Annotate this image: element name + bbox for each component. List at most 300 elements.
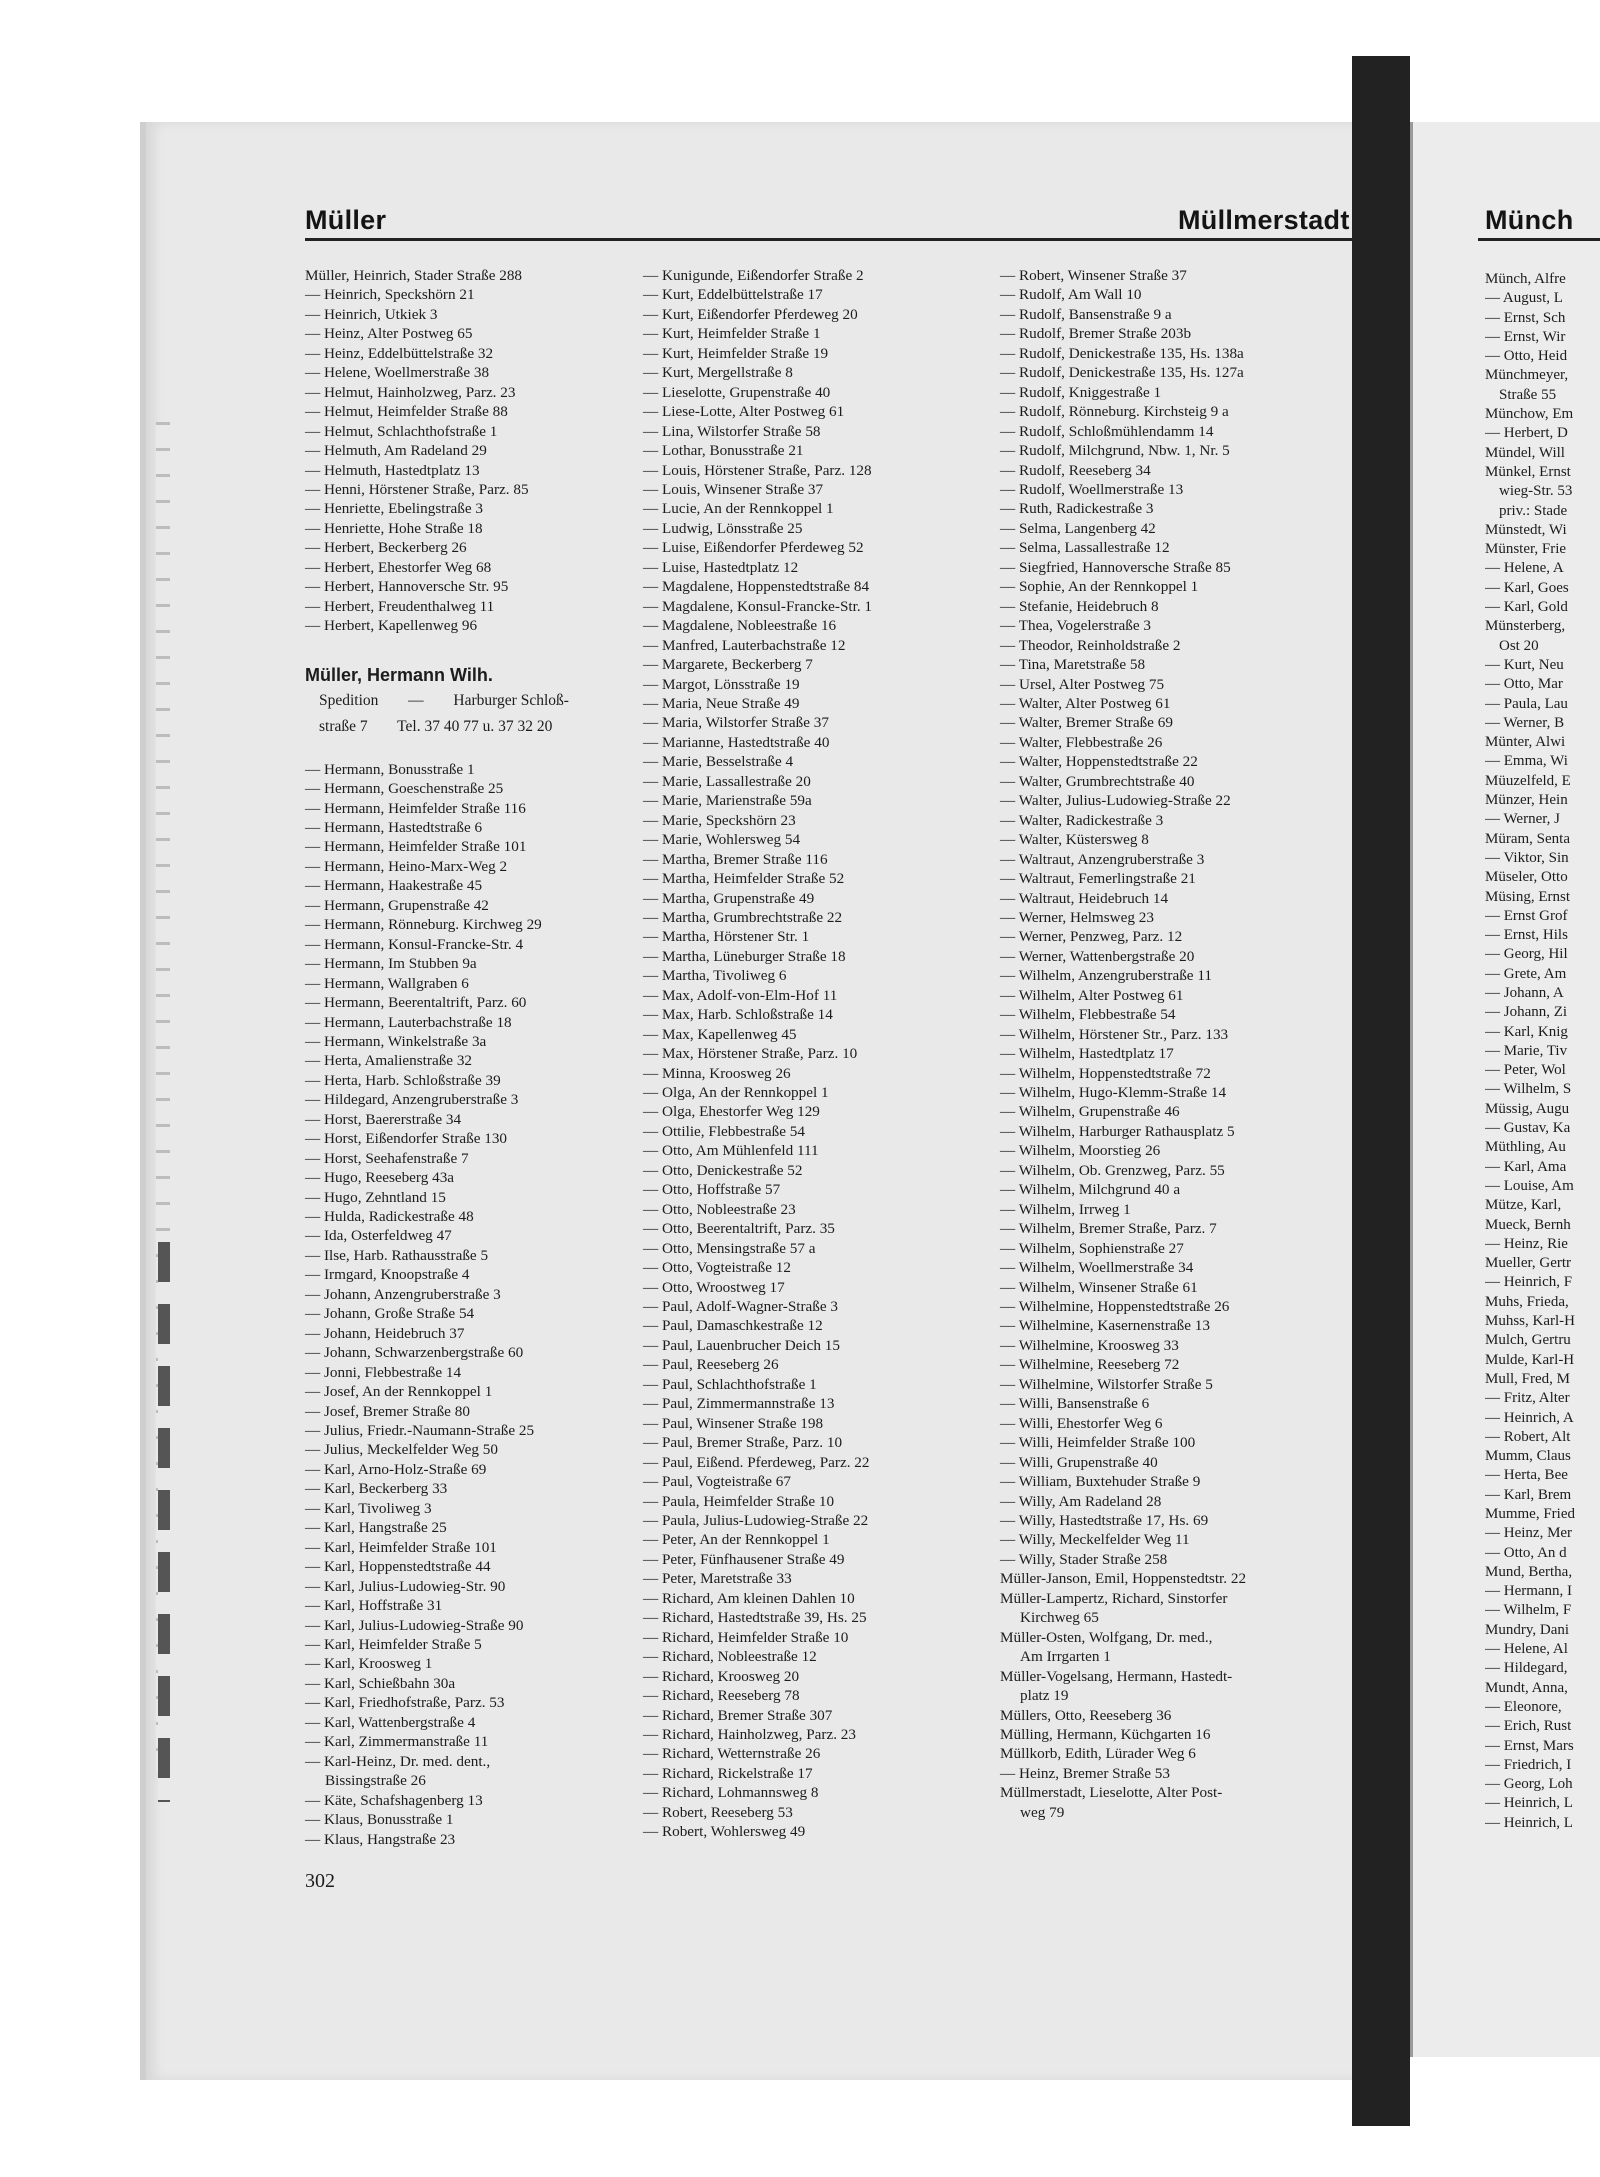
directory-entry: — Karl, Wattenbergstraße 4 [305,1713,476,1731]
directory-entry: — Heinz, Mer [1485,1525,1573,1542]
directory-entry: — Willy, Hastedtstraße 17, Hs. 69 [1000,1512,1209,1529]
directory-entry: — Rudolf, Schloßmühlendamm 14 [1000,422,1214,440]
company-entry-line-1 [305,688,640,714]
directory-entry: — Wilhelmine, Reeseberg 72 [1000,1356,1180,1374]
directory-entry: — Wilhelmine, Kroosweg 33 [1000,1336,1179,1354]
directory-entry: — Robert, Reeseberg 53 [643,1803,793,1821]
directory-entry: — Luise, Eißendorfer Pferdeweg 52 [643,539,864,557]
directory-entry: — Helmut, Heimfelder Straße 88 [305,403,508,421]
directory-entry: — Johann, Zi [1485,1004,1568,1021]
directory-entry: — Hermann, Konsul-Francke-Str. 4 [305,935,524,953]
directory-entry: — Herbert, Kapellenweg 96 [305,617,478,635]
directory-entry: — Karl, Schießbahn 30a [305,1674,456,1692]
directory-entry: — Johann, A [1485,984,1564,1001]
directory-entry: — Liese-Lotte, Alter Postweg 61 [643,403,845,421]
directory-entry: — Otto, Mensingstraße 57 a [643,1239,816,1257]
directory-entry: — Rudolf, Bremer Straße 203b [1000,325,1192,343]
running-head-right: Müllmerstadt [1178,205,1350,235]
directory-entry: — Heinrich, Utkiek 3 [305,305,438,323]
directory-entry: — Hermann, Bonusstraße 1 [305,760,475,778]
directory-entry: — Rudolf, Woellmerstraße 13 [1000,480,1184,498]
directory-entry: — Rudolf, Milchgrund, Nbw. 1, Nr. 5 [1000,442,1230,460]
directory-entry: — Magdalene, Hoppenstedtstraße 84 [643,578,870,596]
directory-entry: — Martha, Bremer Straße 116 [643,850,828,868]
directory-entry: — Hermann, Haakestraße 45 [305,877,483,895]
directory-entry: — Hugo, Reeseberg 43a [305,1169,455,1187]
directory-entry: — Heinz, Eddelbüttelstraße 32 [305,344,494,362]
directory-entry: — Walter, Bremer Straße 69 [1000,714,1173,732]
directory-entry: — Karl, Gold [1485,599,1568,616]
directory-entry: — Paula, Julius-Ludowieg-Straße 22 [643,1512,869,1529]
directory-entry: — August, L [1485,290,1563,307]
directory-entry: — Richard, Lohmannsweg 8 [643,1784,819,1802]
directory-entry: — Marie, Wohlersweg 54 [643,831,801,849]
book-binding [1352,56,1410,2126]
directory-entry: — Max, Adolf-von-Elm-Hof 11 [643,986,838,1004]
directory-entry: — Marie, Besselstraße 4 [643,753,794,771]
directory-entry: — Otto, Am Mühlenfeld 111 [643,1142,819,1160]
directory-entry: — Peter, Maretstraße 33 [643,1570,792,1588]
directory-entry: Bissingstraße 26 [325,1772,426,1790]
directory-entry: Mülling, Hermann, Küchgarten 16 [1000,1725,1211,1743]
directory-entry: — Martha, Grumbrechtstraße 22 [643,908,843,926]
directory-entry: — Hermann, Heimfelder Straße 116 [305,799,526,817]
directory-entry: — Wilhelm, Bremer Straße, Parz. 7 [1000,1220,1217,1238]
directory-entry: — Waltraut, Femerlingstraße 21 [1000,870,1196,888]
directory-entry: Straße 55 [1499,386,1557,403]
directory-entry: — Rudolf, Denickestraße 135, Hs. 127a [1000,364,1244,382]
directory-entry: — Richard, Rickelstraße 17 [643,1764,813,1782]
directory-entry: — Hermann, Heino-Marx-Weg 2 [305,857,508,875]
directory-entry: — Olga, An der Rennkoppel 1 [643,1084,829,1102]
directory-entry: — Walter, Grumbrechtstraße 40 [1000,772,1195,790]
directory-entry: — Max, Hörstener Straße, Parz. 10 [643,1045,858,1063]
directory-entry: — Karl, Friedhofstraße, Parz. 53 [305,1694,505,1712]
directory-entry: — Walter, Alter Postweg 61 [1000,694,1171,712]
directory-entry: — Wilhelm, Harburger Rathausplatz 5 [1000,1122,1235,1140]
directory-entry: — Louis, Hörstener Straße, Parz. 128 [643,461,872,479]
directory-entry: — Erich, Rust [1485,1718,1572,1735]
directory-entry: — Marie, Speckshörn 23 [643,811,796,829]
directory-entry: Müssig, Augu [1485,1100,1570,1117]
directory-entry: — Julius, Meckelfelder Weg 50 [305,1441,498,1459]
directory-entry: Mull, Fred, M [1485,1370,1571,1387]
directory-entry: — Ida, Osterfeldweg 47 [305,1227,452,1245]
directory-entry: Müram, Senta [1485,830,1570,847]
directory-entry: — Walter, Flebbestraße 26 [1000,733,1163,751]
directory-entry: Mumm, Claus [1485,1448,1571,1465]
directory-entry: — Josef, An der Rennkoppel 1 [305,1383,493,1401]
directory-entry: — Peter, Wol [1485,1062,1566,1079]
directory-entry: — Karl, Goes [1485,579,1569,596]
directory-entry: — Wilhelm, Hörstener Str., Parz. 133 [1000,1025,1229,1043]
directory-entry: — Josef, Bremer Straße 80 [305,1402,470,1420]
directory-entry: — Hermann, Im Stubben 9a [305,955,477,973]
directory-entry: — Paul, Lauenbrucher Deich 15 [643,1336,840,1354]
directory-entry: — Paul, Vogteistraße 67 [643,1473,791,1491]
directory-entry: — Siegfried, Hannoversche Straße 85 [1000,558,1231,576]
directory-entry: — Otto, Vogteistraße 12 [643,1259,791,1277]
directory-entry: — Herbert, Freudenthalweg 11 [305,597,495,615]
directory-entry: — Theodor, Reinholdstraße 2 [1000,636,1181,654]
directory-entry: — Herta, Harb. Schloßstraße 39 [305,1071,501,1089]
directory-entry: — Heinz, Rie [1485,1235,1568,1252]
directory-entry: Müsing, Ernst [1485,888,1571,905]
directory-entry: — Karl, Knig [1485,1023,1568,1040]
directory-entry: — Thea, Vogelerstraße 3 [1000,617,1151,635]
company-dash: — [408,691,424,709]
directory-entry: Müller-Osten, Wolfgang, Dr. med., [1000,1628,1213,1646]
directory-entry: — Paul, Damaschkestraße 12 [643,1317,823,1335]
directory-entry: — Margarete, Beckerberg 7 [643,656,813,674]
directory-entry: Müllkorb, Edith, Lürader Weg 6 [1000,1745,1196,1763]
directory-entry: — Max, Harb. Schloßstraße 14 [643,1006,833,1024]
directory-entry: — Wilhelm, Hugo-Klemm-Straße 14 [1000,1084,1227,1102]
directory-entry: — Kurt, Eißendorfer Pferdeweg 20 [643,305,858,323]
directory-entry: Müseler, Otto [1485,869,1568,886]
directory-entry: Muhs, Frieda, [1485,1293,1569,1310]
directory-entry: — Horst, Seehafenstraße 7 [305,1149,469,1167]
running-head-left: Müller [305,205,387,235]
directory-entry: — Horst, Eißendorfer Straße 130 [305,1130,508,1148]
directory-entry: — Kunigunde, Eißendorfer Straße 2 [643,267,864,284]
directory-entry: Müller-Lampertz, Richard, Sinstorfer [1000,1589,1228,1607]
directory-entry: — Minna, Kroosweg 26 [643,1064,791,1082]
directory-entry: — Gustav, Ka [1485,1120,1571,1137]
directory-entry: — Paul, Schlachthofstraße 1 [643,1375,817,1393]
directory-entry: — Louis, Winsener Straße 37 [643,480,824,498]
directory-entry: — Kurt, Eddelbüttelstraße 17 [643,286,823,304]
directory-entry: — Lieselotte, Grupenstraße 40 [643,383,831,401]
directory-entry: — Paul, Winsener Straße 198 [643,1414,824,1432]
directory-entry: Münstedt, Wi [1485,521,1567,538]
directory-entry: — Richard, Bremer Straße 307 [643,1706,833,1724]
running-head-next-page: Münch [1485,205,1574,235]
directory-entry: — Selma, Langenberg 42 [1000,519,1156,537]
directory-entry: — Helmut, Hainholzweg, Parz. 23 [305,383,516,401]
directory-entry: — Julius, Friedr.-Naumann-Straße 25 [305,1422,535,1440]
directory-entry: — Walter, Hoppenstedtstraße 22 [1000,753,1198,771]
directory-entry: — Karl-Heinz, Dr. med. dent., [305,1752,491,1770]
directory-entry: — Sophie, An der Rennkoppel 1 [1000,578,1199,596]
directory-entry: — Henriette, Hohe Straße 18 [305,519,483,537]
directory-entry: Münkel, Ernst [1485,463,1571,480]
directory-entry: — Paul, Bremer Straße, Parz. 10 [643,1434,843,1452]
directory-entry: — Hermann, Heimfelder Straße 101 [305,838,527,856]
directory-entry: — Ruth, Radickestraße 3 [1000,500,1154,518]
directory-entry: — Wilhelm, Hoppenstedtstraße 72 [1000,1064,1211,1082]
directory-entry: — Otto, An d [1485,1544,1567,1561]
directory-entry: — Wilhelm, S [1485,1081,1572,1098]
company-phone: Tel. 37 40 77 u. 37 32 20 [397,717,553,735]
directory-entry: — Helmuth, Am Radeland 29 [305,442,487,460]
directory-entry: Mulde, Karl-H [1485,1351,1575,1368]
directory-entry: — Paul, Eißend. Pferdeweg, Parz. 22 [643,1453,870,1471]
directory-entry: — Willi, Heimfelder Straße 100 [1000,1434,1196,1452]
directory-entry: — Karl, Brem [1485,1486,1572,1503]
directory-entry: — Heinrich, Speckshörn 21 [305,286,475,304]
directory-entry: Ost 20 [1499,637,1539,654]
directory-entry: — Johann, Anzengruberstraße 3 [305,1285,501,1303]
directory-entry: — Hermann, Winkelstraße 3a [305,1032,487,1050]
directory-entry: — Richard, Wetternstraße 26 [643,1745,821,1763]
page-number: 302 [305,1870,335,1892]
directory-entry: — Ernst, Wir [1485,328,1566,345]
directory-entry: — Karl, Hangstraße 25 [305,1519,447,1537]
directory-entry: Mundt, Anna, [1485,1679,1568,1696]
directory-entry: — Heinz, Bremer Straße 53 [1000,1764,1170,1782]
page-edge-blocks [158,1242,170,1802]
directory-entry: — Hildegard, Anzengruberstraße 3 [305,1091,519,1109]
directory-entry: — Fritz, Alter [1485,1390,1570,1407]
directory-entry: Mueller, Gertr [1485,1255,1572,1272]
directory-entry: Münsterberg, [1485,618,1566,635]
column-1-entries-top [305,266,640,636]
directory-entry: — Selma, Lassallestraße 12 [1000,539,1170,557]
directory-entry: — Herbert, D [1485,425,1568,442]
directory-entry: Münster, Frie [1485,541,1567,558]
header-rule [305,238,1358,241]
directory-entry: Müuzelfeld, E [1485,772,1571,789]
directory-entry: — Karl, Beckerberg 33 [305,1480,448,1498]
company-business: Spedition [319,691,379,709]
directory-entry: — Robert, Wohlersweg 49 [643,1823,806,1841]
directory-entry: — Otto, Hoffstraße 57 [643,1181,781,1199]
directory-entry: — Karl, Heimfelder Straße 101 [305,1538,497,1556]
company-address-part-2: straße 7 [319,717,368,735]
directory-entry: Mulch, Gertru [1485,1332,1571,1349]
directory-entry: — Werner, Penzweg, Parz. 12 [1000,928,1183,946]
directory-entry: — Max, Kapellenweg 45 [643,1025,797,1043]
directory-entry: Münch, Alfre [1485,271,1566,287]
directory-entry: — Helene, Woellmerstraße 38 [305,364,490,382]
directory-entry: — Rudolf, Reeseberg 34 [1000,461,1151,479]
directory-entry: Kirchweg 65 [1020,1609,1099,1627]
directory-entry: — Karl, Arno-Holz-Straße 69 [305,1460,487,1478]
directory-entry: — Ernst, Sch [1485,309,1566,326]
directory-entry: — Wilhelm, Ob. Grenzweg, Parz. 55 [1000,1161,1225,1179]
directory-entry: Münzer, Hein [1485,792,1568,809]
directory-entry: — Hermann, Rönneburg. Kirchweg 29 [305,916,542,934]
directory-entry: — Emma, Wi [1485,753,1568,770]
next-page-column [1485,270,1600,1833]
directory-entry: — Helmuth, Hastedtplatz 13 [305,461,480,479]
directory-entry: — Manfred, Lauterbachstraße 12 [643,636,846,654]
directory-entry: — Karl, Tivoliweg 3 [305,1499,432,1517]
directory-entry: — Richard, Kroosweg 20 [643,1667,800,1685]
directory-entry: — Waltraut, Heidebruch 14 [1000,889,1169,907]
directory-entry: Muhss, Karl-H [1485,1313,1575,1330]
directory-column-2 [643,266,983,1842]
directory-entry: — Herbert, Beckerberg 26 [305,539,467,557]
directory-entry: — Marie, Lassallestraße 20 [643,772,811,790]
directory-entry: — Karl, Kroosweg 1 [305,1655,433,1673]
directory-entry: — Paul, Reeseberg 26 [643,1356,779,1374]
directory-entry: — Walter, Radickestraße 3 [1000,811,1164,829]
directory-entry: — Walter, Küstersweg 8 [1000,831,1149,849]
directory-entry: — Georg, Hil [1485,946,1568,963]
directory-entry: — Hermann, I [1485,1583,1573,1600]
company-entry-name: Müller, Hermann Wilh. [305,664,493,685]
directory-entry: — Kurt, Heimfelder Straße 19 [643,344,829,362]
directory-entry: — Wilhelm, Flebbestraße 54 [1000,1006,1176,1024]
directory-entry: — Martha, Lüneburger Straße 18 [643,947,846,965]
header-rule-next-page [1478,238,1600,241]
directory-entry: — Werner, Wattenbergstraße 20 [1000,947,1195,965]
directory-entry: — Martha, Grupenstraße 49 [643,889,815,907]
directory-entry: — Marie, Marienstraße 59a [643,792,812,810]
directory-entry: — Marianne, Hastedtstraße 40 [643,733,830,751]
directory-entry: — Stefanie, Heidebruch 8 [1000,597,1159,615]
directory-entry: Mumme, Fried [1485,1506,1575,1522]
directory-entry: — Richard, Heimfelder Straße 10 [643,1628,849,1646]
directory-entry: — Ernst Grof [1485,907,1568,924]
directory-entry: — Maria, Wilstorfer Straße 37 [643,714,829,732]
directory-entry: — Magdalene, Nobleestraße 16 [643,617,837,635]
directory-entry: Müller-Vogelsang, Hermann, Hastedt- [1000,1667,1233,1685]
directory-entry: — Karl, Ama [1485,1158,1567,1175]
directory-entry: — Rudolf, Denickestraße 135, Hs. 138a [1000,344,1244,362]
directory-entry: — Paula, Heimfelder Straße 10 [643,1492,835,1510]
directory-entry: — Hermann, Grupenstraße 42 [305,896,489,914]
directory-entry: — Helene, A [1485,560,1564,577]
directory-entry: Mütze, Karl, [1485,1197,1562,1214]
column-1-entries-bottom [305,760,640,1849]
directory-entry: — Viktor, Sin [1485,849,1569,866]
directory-column-1 [305,266,640,1849]
directory-entry: Am Irrgarten 1 [1020,1648,1111,1666]
directory-entry: — Wilhelm, Alter Postweg 61 [1000,986,1184,1004]
directory-entry: — Wilhelm, Woellmerstraße 34 [1000,1259,1194,1277]
directory-entry: — Walter, Julius-Ludowieg-Straße 22 [1000,792,1231,810]
directory-entry: — Tina, Maretstraße 58 [1000,656,1146,674]
directory-entry: — Wilhelmine, Hoppenstedtstraße 26 [1000,1298,1230,1316]
directory-entry: — Kurt, Heimfelder Straße 1 [643,325,821,343]
directory-entry: — Henriette, Ebelingstraße 3 [305,500,483,518]
directory-entry: — Wilhelm, Anzengruberstraße 11 [1000,967,1212,985]
directory-entry: — Ludwig, Lönsstraße 25 [643,519,803,537]
directory-entry: — Paula, Lau [1485,695,1568,712]
directory-entry: — Rudolf, Bansenstraße 9 a [1000,305,1172,323]
directory-entry: — Willy, Stader Straße 258 [1000,1550,1168,1568]
directory-entry: — Otto, Heid [1485,348,1568,365]
directory-entry: — Werner, Helmsweg 23 [1000,908,1154,926]
directory-entry: — Herbert, Hannoversche Str. 95 [305,578,509,596]
directory-entry: — Wilhelm, Milchgrund 40 a [1000,1181,1181,1199]
directory-entry: — Otto, Wroostweg 17 [643,1278,785,1296]
directory-entry: — Otto, Beerentaltrift, Parz. 35 [643,1220,835,1238]
directory-entry: Müllers, Otto, Reeseberg 36 [1000,1706,1172,1724]
directory-entry: — Wilhelm, Winsener Straße 61 [1000,1278,1198,1296]
directory-entry: — Waltraut, Anzengruberstraße 3 [1000,850,1205,868]
directory-entry: — Hermann, Hastedtstraße 6 [305,818,483,836]
directory-entry: Müller-Janson, Emil, Hoppenstedtstr. 22 [1000,1570,1247,1588]
directory-entry: — Karl, Hoffstraße 31 [305,1597,443,1615]
directory-entry: — Kurt, Mergellstraße 8 [643,364,793,382]
directory-entry: — Martha, Heimfelder Straße 52 [643,870,845,888]
directory-entry: — Richard, Am kleinen Dahlen 10 [643,1589,855,1607]
directory-entry: — Heinrich, A [1485,1409,1574,1426]
directory-entry: — Willy, Meckelfelder Weg 11 [1000,1531,1190,1549]
directory-entry: — Richard, Hastedtstraße 39, Hs. 25 [643,1609,867,1627]
directory-entry: — Paul, Adolf-Wagner-Straße 3 [643,1298,839,1316]
directory-entry: — Karl, Heimfelder Straße 5 [305,1636,482,1653]
directory-entry: — Johann, Große Straße 54 [305,1305,475,1323]
directory-entry: — Hermann, Wallgraben 6 [305,974,469,992]
directory-entry: platz 19 [1020,1687,1069,1705]
directory-entry: — Karl, Julius-Ludowieg-Str. 90 [305,1577,506,1595]
directory-entry: — Wilhelmine, Wilstorfer Straße 5 [1000,1375,1213,1393]
directory-entry: — Johann, Heidebruch 37 [305,1324,465,1342]
directory-entry: — Ilse, Harb. Rathausstraße 5 [305,1246,489,1264]
directory-entry: — Rudolf, Rönneburg. Kirchsteig 9 a [1000,403,1229,421]
directory-entry: Mund, Bertha, [1485,1563,1573,1580]
directory-entry: — Rudolf, Kniggestraße 1 [1000,383,1162,401]
directory-entry: — Ursel, Alter Postweg 75 [1000,675,1165,693]
directory-entry: — Kurt, Neu [1485,656,1564,673]
directory-entry: Müllmerstadt, Lieselotte, Alter Post- [1000,1784,1223,1802]
directory-entry: — Wilhelm, Hastedtplatz 17 [1000,1045,1174,1063]
directory-entry: — Rudolf, Am Wall 10 [1000,286,1142,304]
directory-entry: — Margot, Lönsstraße 19 [643,675,800,693]
directory-entry: Münter, Alwi [1485,734,1566,751]
directory-entry: — Hildegard, [1485,1660,1568,1677]
directory-entry: — Luise, Hastedtplatz 12 [643,558,799,576]
directory-entry: — Hermann, Beerentaltrift, Parz. 60 [305,994,527,1012]
directory-entry: — Peter, An der Rennkoppel 1 [643,1531,830,1549]
directory-entry: Mueck, Bernh [1485,1216,1571,1233]
directory-entry: — Richard, Hainholzweg, Parz. 23 [643,1725,856,1743]
directory-entry: — Hermann, Lauterbachstraße 18 [305,1013,512,1031]
directory-entry: — Wilhelmine, Kasernenstraße 13 [1000,1317,1210,1335]
directory-entry: — Martha, Tivoliweg 6 [643,967,787,985]
directory-entry: — Klaus, Bonusstraße 1 [305,1811,454,1829]
directory-entry: — Robert, Alt [1485,1428,1571,1445]
directory-entry: — Werner, B [1485,714,1565,731]
company-address-part-1: Harburger Schloß- [453,691,569,709]
directory-entry: — Willi, Grupenstraße 40 [1000,1453,1158,1471]
directory-entry: — Ottilie, Flebbestraße 54 [643,1122,805,1140]
directory-entry: — Lucie, An der Rennkoppel 1 [643,500,834,518]
directory-entry: — Johann, Schwarzenbergstraße 60 [305,1344,524,1362]
directory-entry: — Karl, Julius-Ludowieg-Straße 90 [305,1616,524,1634]
directory-entry: — Horst, Baererstraße 34 [305,1110,462,1128]
directory-entry: priv.: Stade [1499,502,1568,519]
directory-entry: Müthling, Au [1485,1139,1566,1156]
directory-entry: wieg-Str. 53 [1499,483,1573,500]
directory-entry: Müller, Heinrich, Stader Straße 288 [305,267,523,284]
directory-entry: — Willy, Am Radeland 28 [1000,1492,1162,1510]
directory-entry: — Maria, Neue Straße 49 [643,694,800,712]
directory-entry: — Robert, Winsener Straße 37 [1000,267,1187,284]
directory-entry: — Wilhelm, F [1485,1602,1572,1619]
directory-entry: — Werner, J [1485,811,1560,828]
directory-entry: — Hugo, Zehntland 15 [305,1188,446,1206]
directory-entry: — Karl, Hoppenstedtstraße 44 [305,1558,491,1576]
directory-entry: — Peter, Fünfhausener Straße 49 [643,1550,845,1568]
directory-entry: — Wilhelm, Irrweg 1 [1000,1200,1131,1218]
directory-entry: — Ernst, Hils [1485,927,1568,944]
directory-entry: weg 79 [1020,1803,1065,1821]
directory-entry: — Wilhelm, Sophienstraße 27 [1000,1239,1184,1257]
directory-entry: — Friedrich, I [1485,1756,1572,1773]
directory-entry: — Lothar, Bonusstraße 21 [643,442,804,460]
directory-entry: — Herta, Bee [1485,1467,1568,1484]
directory-entry: — Eleonore, [1485,1698,1562,1715]
directory-entry: — Helene, Al [1485,1641,1568,1658]
directory-entry: — Magdalene, Konsul-Francke-Str. 1 [643,597,873,615]
directory-entry: — Hermann, Goeschenstraße 25 [305,780,504,798]
